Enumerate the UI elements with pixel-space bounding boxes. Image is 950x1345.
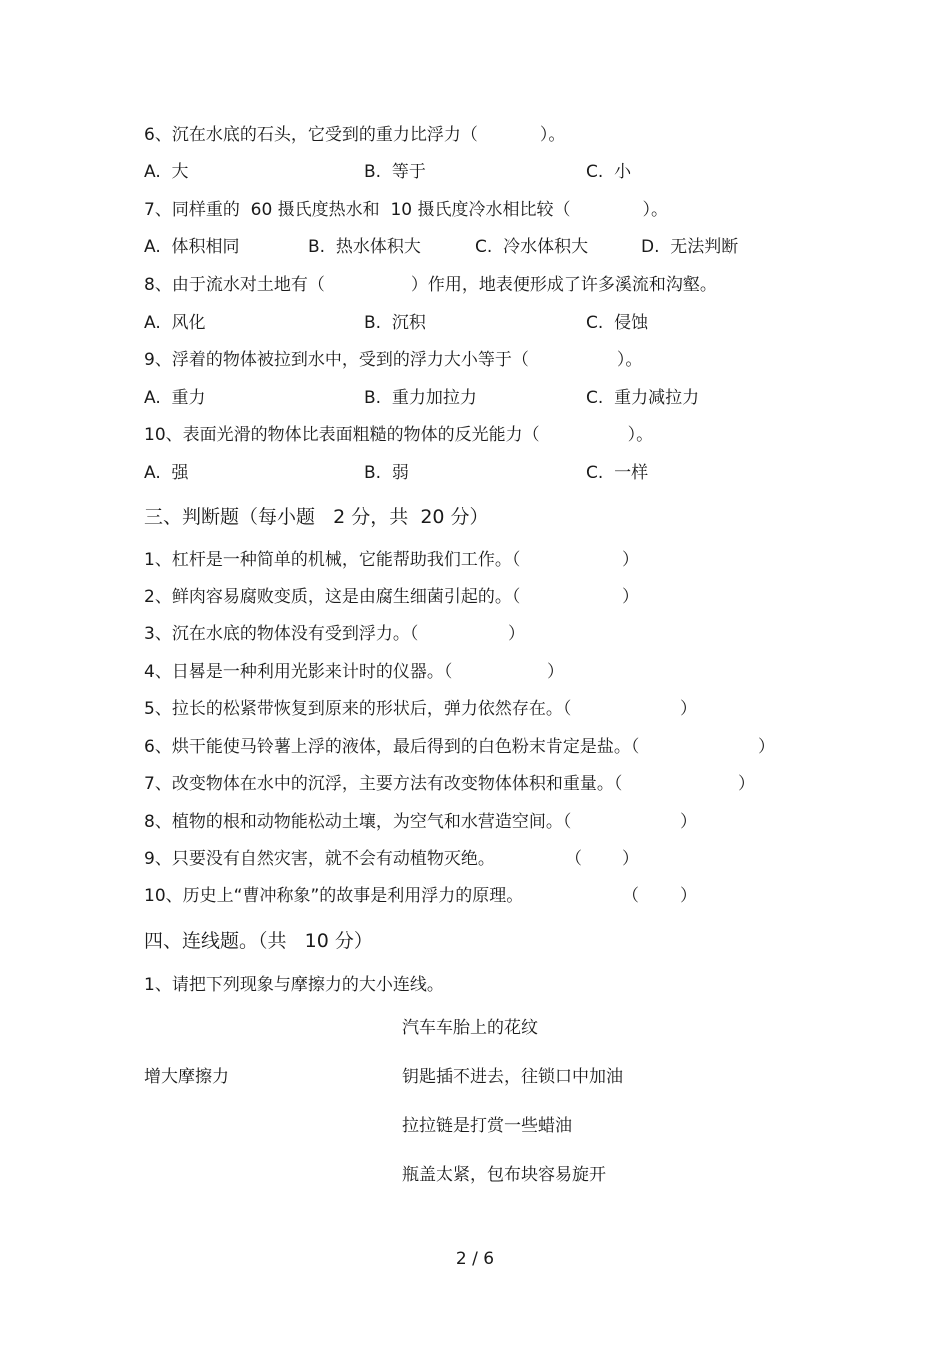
judge-close-paren: ） (680, 812, 697, 832)
judge-item-9: 9、只要没有自然灾害，就不会有动植物灭绝。 (144, 849, 495, 869)
option-b: B. 重力加拉力 (364, 388, 477, 408)
question-6: 6、沉在水底的石头，它受到的重力比浮力（ ）。 (144, 125, 566, 145)
option-b: B. 等于 (364, 162, 426, 182)
option-c: C. 小 (586, 162, 632, 182)
option-c: C. 重力减拉力 (586, 388, 700, 408)
judge-item-8: 8、植物的根和动物能松动土壤，为空气和水营造空间。（ (144, 812, 572, 832)
page-number: 2 / 6 (455, 1249, 495, 1269)
option-a: A. 体积相同 (144, 237, 240, 257)
judge-close-paren: ） (758, 737, 775, 757)
option-a: A. 风化 (144, 313, 206, 333)
option-c: C. 一样 (586, 463, 649, 483)
judge-close-paren: ） (622, 849, 639, 869)
judge-item-6: 6、烘干能使马铃薯上浮的液体，最后得到的白色粉末肯定是盐。（ (144, 737, 640, 757)
option-b: B. 弱 (364, 463, 409, 483)
judge-item-5: 5、拉长的松紧带恢复到原来的形状后，弹力依然存在。（ (144, 699, 572, 719)
option-b: B. 沉积 (364, 313, 426, 333)
judge-item-2: 2、鲜肉容易腐败变质，这是由腐生细菌引起的。（ (144, 587, 521, 607)
judge-close-paren: ） (680, 886, 697, 906)
option-c: C. 侵蚀 (586, 313, 649, 333)
option-c: C. 冷水体积大 (475, 237, 589, 257)
option-b: B. 热水体积大 (308, 237, 421, 257)
judge-open-paren: （ (622, 886, 639, 906)
section-3-title: 三、判断题（每小题 2 分，共 20 分） (144, 506, 489, 528)
option-a: A. 重力 (144, 388, 206, 408)
match-right-item-1: 汽车车胎上的花纹 (402, 1018, 538, 1038)
section-4-title: 四、连线题。（共 10 分） (144, 930, 373, 952)
judge-open-paren: （ (565, 849, 582, 869)
option-d: D. 无法判断 (641, 237, 739, 257)
judge-close-paren: ） (622, 550, 639, 570)
question-9: 9、浮着的物体被拉到水中，受到的浮力大小等于（ ）。 (144, 350, 643, 370)
option-a: A. 大 (144, 162, 189, 182)
judge-item-10: 10、历史上“曹冲称象”的故事是利用浮力的原理。 (144, 886, 524, 906)
judge-item-1: 1、杠杆是一种简单的机械，它能帮助我们工作。（ (144, 550, 521, 570)
question-7: 7、同样重的 60 摄氏度热水和 10 摄氏度冷水相比较（ ）。 (144, 200, 669, 220)
judge-close-paren: ） (680, 699, 697, 719)
match-right-item-4: 瓶盖太紧，包布块容易旋开 (402, 1165, 606, 1185)
match-right-item-2: 钥匙插不进去，往锁口中加油 (402, 1067, 623, 1087)
question-10: 10、表面光滑的物体比表面粗糙的物体的反光能力（ ）。 (144, 425, 654, 445)
match-left-item: 增大摩擦力 (144, 1067, 229, 1087)
judge-item-3: 3、沉在水底的物体没有受到浮力。（ (144, 624, 419, 644)
judge-close-paren: ） (738, 774, 755, 794)
match-instruction: 1、请把下列现象与摩擦力的大小连线。 (144, 975, 444, 995)
judge-close-paren: ） (508, 624, 525, 644)
option-a: A. 强 (144, 463, 189, 483)
match-right-item-3: 拉拉链是打赏一些蜡油 (402, 1116, 572, 1136)
question-8: 8、由于流水对土地有（ ）作用，地表便形成了许多溪流和沟壑。 (144, 275, 717, 295)
judge-close-paren: ） (547, 662, 564, 682)
judge-item-4: 4、日晷是一种利用光影来计时的仪器。（ (144, 662, 453, 682)
judge-close-paren: ） (622, 587, 639, 607)
judge-item-7: 7、改变物体在水中的沉浮，主要方法有改变物体体积和重量。（ (144, 774, 623, 794)
